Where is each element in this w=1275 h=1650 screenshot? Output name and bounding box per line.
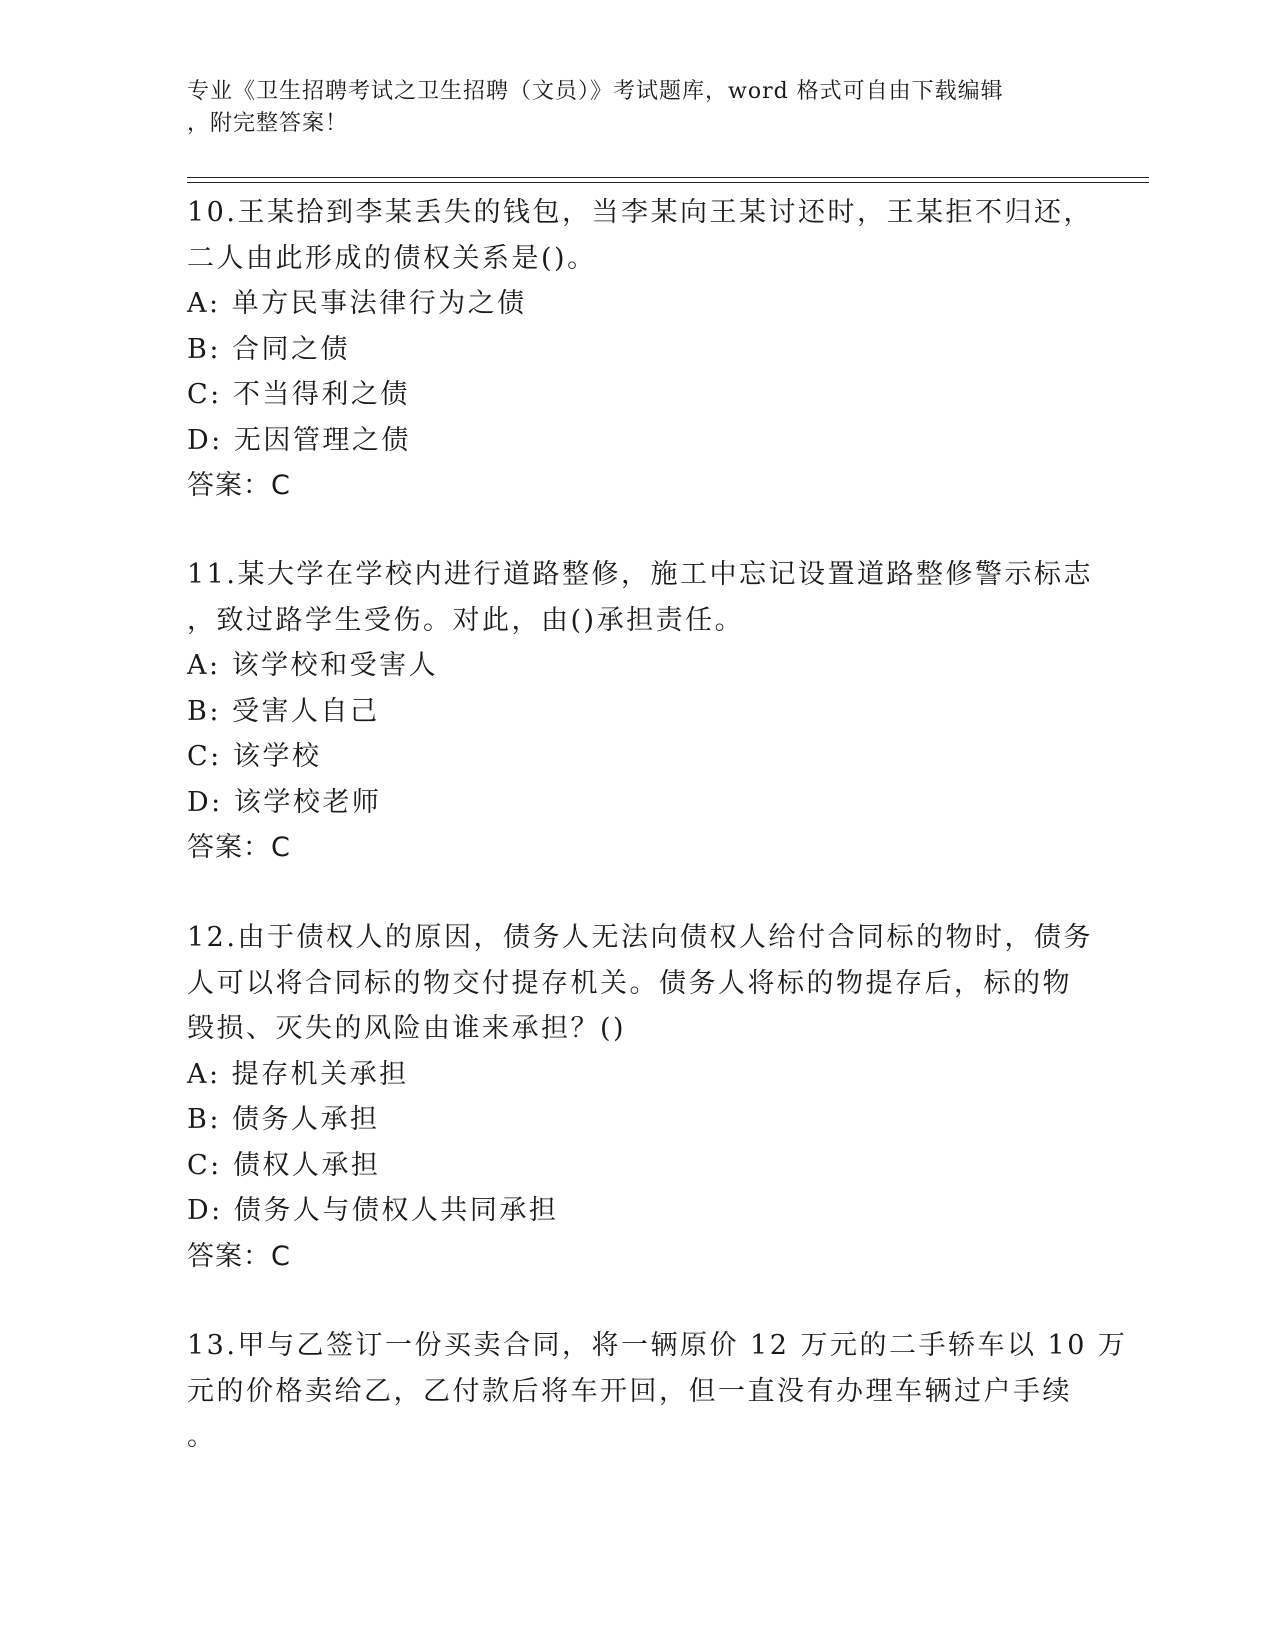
option-c: C: 不当得利之债 [187,379,410,410]
header-rule-bottom [187,182,1149,183]
option-b: B: 合同之债 [187,333,351,365]
question-stem-line: 13.甲与乙签订一份买卖合同，将一辆原价 12 万元的二手轿车以 10 万 [187,1330,1128,1361]
question-10 [187,190,1093,509]
question-stem-line: 二人由此形成的债权关系是()。 [187,242,597,274]
option-b: B: 债务人承担 [187,1104,380,1135]
answer-line: 答案：C [187,470,291,501]
option-d: D: 债务人与债权人共同承担 [187,1195,559,1226]
question-stem-line: 10.王某拾到李某丢失的钱包，当李某向王某讨还时，王某拒不归还， [187,197,1093,228]
question-stem-line: ，致过路学生受伤。对此，由()承担责任。 [187,604,745,636]
question-11 [187,552,1093,871]
answer-line: 答案：C [187,1240,291,1272]
option-c: C: 该学校 [187,741,322,772]
question-12 [187,915,1093,1279]
question-stem-line: 元的价格卖给乙，乙付款后将车开回，但一直没有办理车辆过户手续 [187,1375,1072,1407]
question-stem-line: 12.由于债权人的原因，债务人无法向债权人给付合同标的物时，债务 [187,922,1093,953]
question-stem-line: 11.某大学在学校内进行道路整修，施工中忘记设置道路整修警示标志 [187,559,1093,590]
option-c: C: 债权人承担 [187,1149,381,1181]
answer-line: 答案：C [187,832,291,863]
question-stem-line: 。 [187,1421,217,1452]
header-rule-top [187,177,1149,178]
option-b: B: 受害人自己 [187,695,380,727]
question-stem-line: 毁损、灭失的风险由谁来承担？() [187,1013,627,1044]
option-d: D: 无因管理之债 [187,424,411,456]
document-header-intro: 专业《卫生招聘考试之卫生招聘（文员）》考试题库，word 格式可自由下载编辑 ，附完整答案！ [187,79,1004,136]
question-stem-line: 人可以将合同标的物交付提存机关。债务人将标的物提存后，标的物 [187,967,1072,999]
option-a: A: 提存机关承担 [187,1058,409,1090]
option-d: D: 该学校老师 [187,786,382,818]
option-a: A: 单方民事法律行为之债 [187,288,527,319]
option-a: A: 该学校和受害人 [187,650,439,681]
question-13 [187,1323,1128,1460]
